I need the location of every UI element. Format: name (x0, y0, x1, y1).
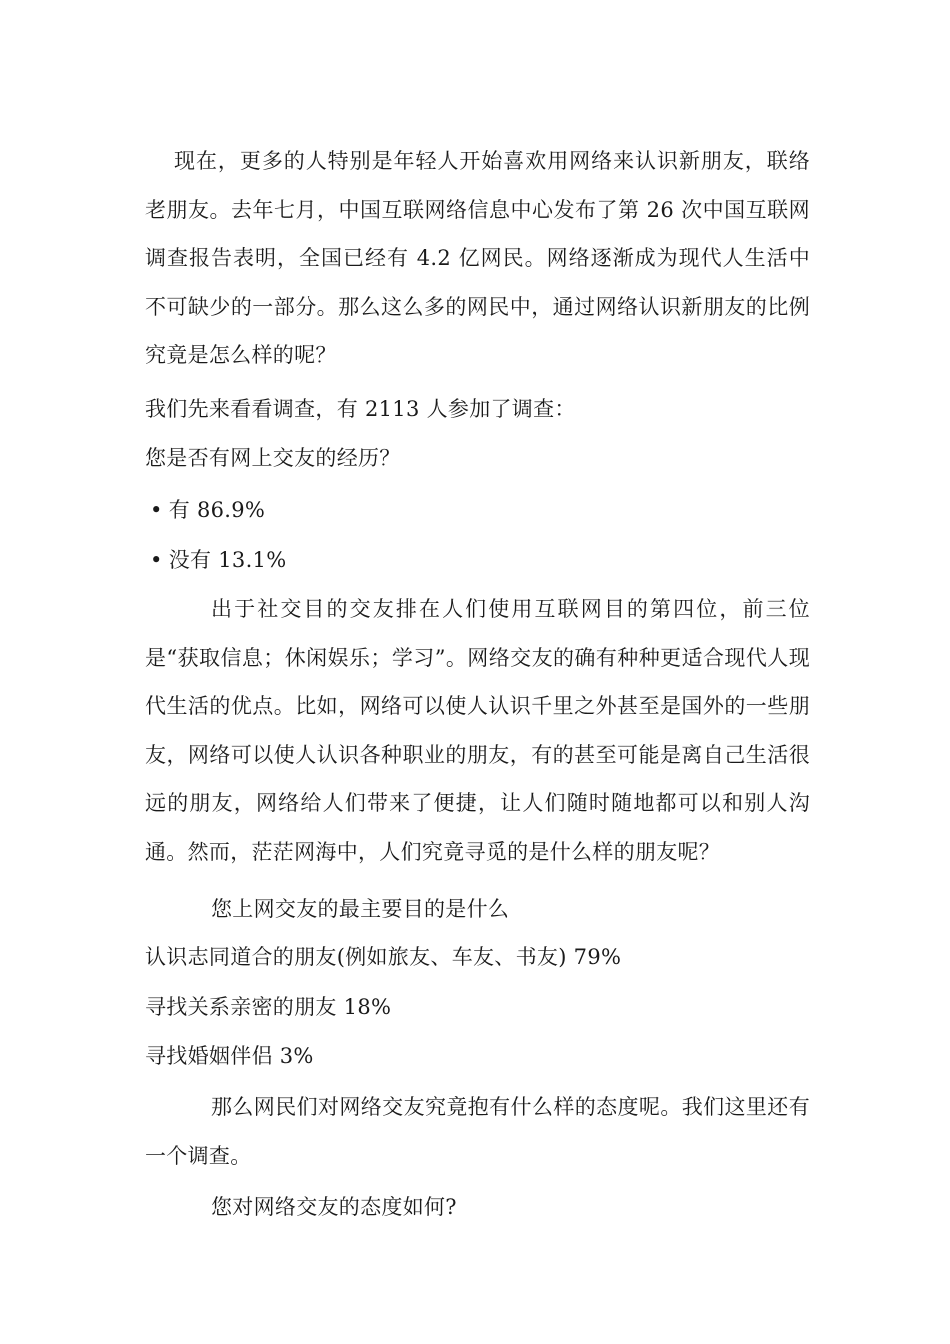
q2-option-2: 寻找关系亲密的朋友 18% (145, 995, 392, 1019)
survey-intro-line: 我们先来看看调查，有 2113 人参加了调查： (145, 397, 576, 421)
q2-option-3: 寻找婚姻伴侣 3% (145, 1044, 314, 1068)
q1-option-yes-text: 有 86.9% (168, 498, 266, 522)
attitude-intro-paragraph: 那么网民们对网络交友究竟抱有什么样的态度呢。我们这里还有一个调查。 (145, 1095, 810, 1168)
q1-option-no (150, 536, 286, 584)
q1-option-yes (150, 486, 265, 534)
intro-paragraph: 现在，更多的人特别是年轻人开始喜欢用网络来认识新朋友，联络老朋友。去年七月，中国互联网络信息中心发布了第 26 次中国互联网调查报告表明，全国已经有 4.2 亿网民。网络逐渐成为现代人生活中不可缺少的一部分。那么这么多的网民中，通过网络认识新朋友的比例究竟是怎么样的呢？ (145, 149, 810, 367)
bullet-icon: • (150, 498, 163, 522)
question-2: 您上网交友的最主要目的是什么 (211, 897, 510, 921)
social-purpose-paragraph: 出于社交目的交友排在人们使用互联网目的第四位，前三位是“获取信息；休闲娱乐；学习”。网络交友的确有种种更适合现代人现代生活的优点。比如，网络可以使人认识千里之外甚至是国外的一些朋友，网络可以使人认识各种职业的朋友，有的甚至可能是离自己生活很远的朋友，网络给人们带来了便捷，让人们随时随地都可以和别人沟通。然而，茫茫网海中，人们究竟寻觅的是什么样的朋友呢？ (145, 597, 810, 864)
q1-option-no-text: 没有 13.1% (168, 548, 287, 572)
question-3: 您对网络交友的态度如何? (211, 1195, 457, 1219)
question-1: 您是否有网上交友的经历？ (145, 446, 401, 470)
q2-option-1: 认识志同道合的朋友(例如旅友、车友、书友) 79% (145, 945, 622, 969)
bullet-icon: • (150, 548, 163, 572)
